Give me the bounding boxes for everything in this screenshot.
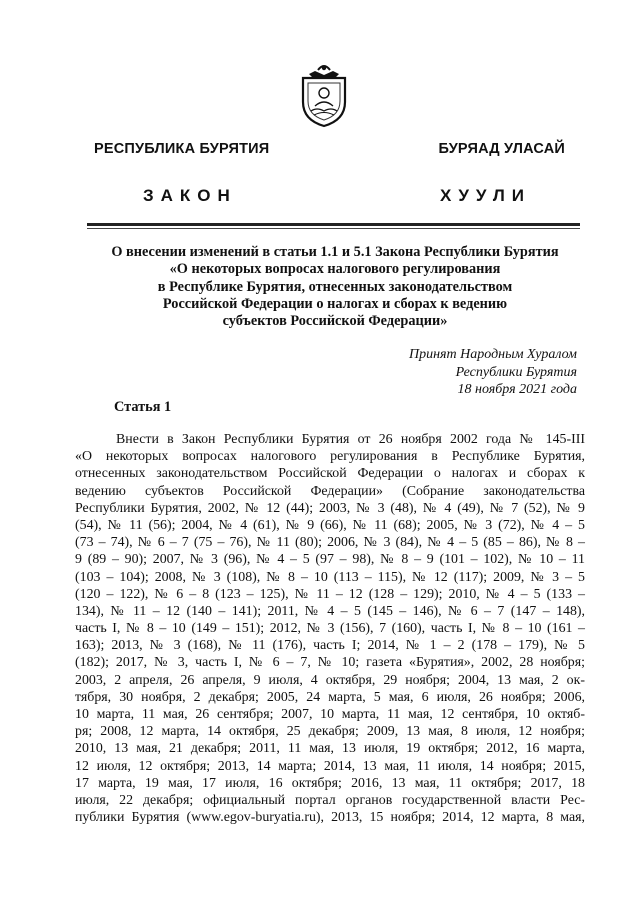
body-line: Республики Бурятия, 2002, № 12 (44); 2003, № 3 (48), № 4 (49), № 7 (52), № 9 [75,500,585,516]
body-line: 10 марта, 11 мая, 26 сентября; 2007, 10 марта, 11 мая, 12 сентября, 10 октяб- [75,707,585,722]
body-line: (120 – 122), № 6 – 8 (123 – 125), № 11 – 12 (128 – 129); 2010, № 4 – 5 (133 – [75,586,585,602]
body-line: ведению субъектов Российской Федерации» (Собрание законодательства [75,483,585,499]
title-line: субъектов Российской Федерации» [222,313,448,330]
body-line: (73 – 74), № 6 – 7 (75 – 76), № 11 (80); 2006, № 3 (84), № 4 – 5 (85 – 86), № 8 – [75,535,585,551]
body-line: ря; 2008, 12 марта, 14 октября, 25 декабря; 2009, 13 мая, 8 июля, 12 ноября; [75,724,585,740]
title-line: «О некоторых вопросах налогового регулирования [169,261,501,278]
adoption-line: 18 ноября 2021 года [457,382,577,397]
article-body [75,431,585,826]
body-line: 12 июля, 12 октября; 2013, 14 марта; 2014, 13 мая, 11 июля, 14 ноября; 2015, [75,758,585,774]
body-line: (103 – 104); 2008, № 3 (108), № 8 – 10 (113 – 115), № 12 (117); 2009, № 3 – 5 [75,569,585,585]
body-line: 2010, 13 мая, 21 декабря; 2011, 11 мая, 13 июля, 19 октября; 2012, 16 марта, [75,741,585,757]
body-line: июля, 22 декабря; официальный портал органов государственной власти Рес- [75,792,585,808]
adoption-line: Принят Народным Хуралом [408,347,577,362]
title-line: Российской Федерации о налогах и сборах к ведению [162,295,508,312]
header-republic-bua: БУРЯАД УЛАСАЙ [438,141,565,157]
body-line: 134), № 11 – 12 (140 – 141); 2011, № 4 – 5 (145 – 146), № 6 – 7 (147 – 148), [75,603,585,619]
body-line: 17 марта, 19 мая, 17 июля, 16 октября; 2016, 13 мая, 11 октября; 2017, 18 [75,775,585,791]
body-line: Внести в Закон Республики Бурятия от 26 ноября 2002 года № 145-III [116,432,585,447]
document-title [85,244,585,330]
body-line: (54), № 11 (56); 2004, № 4 (61), № 9 (66), № 11 (68); 2005, № 3 (72), № 4 – 5 [75,517,585,533]
body-line: часть I, № 8 – 10 (149 – 151); 2012, № 3 (156), 7 (160), часть I, № 8 – 10 (161 – [75,621,585,637]
header-divider-thin [87,228,580,229]
adoption-line: Республики Бурятия [455,364,577,380]
coat-of-arms-icon [295,62,353,128]
law-label-bua: ХУУЛИ [440,186,531,205]
body-line: 2003, 2 апреля, 26 апреля, 9 июля, 4 октября, 29 ноября; 2004, 13 мая, 2 ок- [75,672,585,688]
body-line: (182); 2017, № 3, часть I, № 6 – 7, № 10; газета «Бурятия», 2002, 28 ноября; [75,655,585,671]
header-divider-thick [87,223,580,226]
article-heading: Статья 1 [114,399,172,415]
body-line: 163); 2013, № 3 (168), № 11 (176), часть I; 2014, № 1 – 2 (178 – 179), № 5 [75,638,585,654]
header-republic-ru: РЕСПУБЛИКА БУРЯТИЯ [94,141,270,157]
body-line: 9 (89 – 90); 2007, № 3 (96), № 4 – 5 (97 – 98), № 8 – 9 (101 – 102), № 10 – 11 [75,552,585,568]
body-line: отнесенных законодательством Российской Федерации о налогах и сборах к [75,466,585,482]
adoption-note [409,346,577,399]
law-label-ru: ЗАКОН [143,186,237,205]
body-line: «О некоторых вопросах налогового регулирования в Республике Бурятия, [75,449,585,465]
body-line: тября, 30 ноября, 2 декабря; 2005, 24 марта, 5 мая, 6 июля, 26 ноября; 2006, [75,689,585,705]
body-line: публики Бурятия (www.egov-buryatia.ru), 2013, 15 ноября; 2014, 12 марта, 8 мая, [75,810,585,826]
title-line: в Республике Бурятия, отнесенных законодательством [157,278,513,295]
title-line: О внесении изменений в статьи 1.1 и 5.1 Закона Республики Бурятия [111,244,559,260]
